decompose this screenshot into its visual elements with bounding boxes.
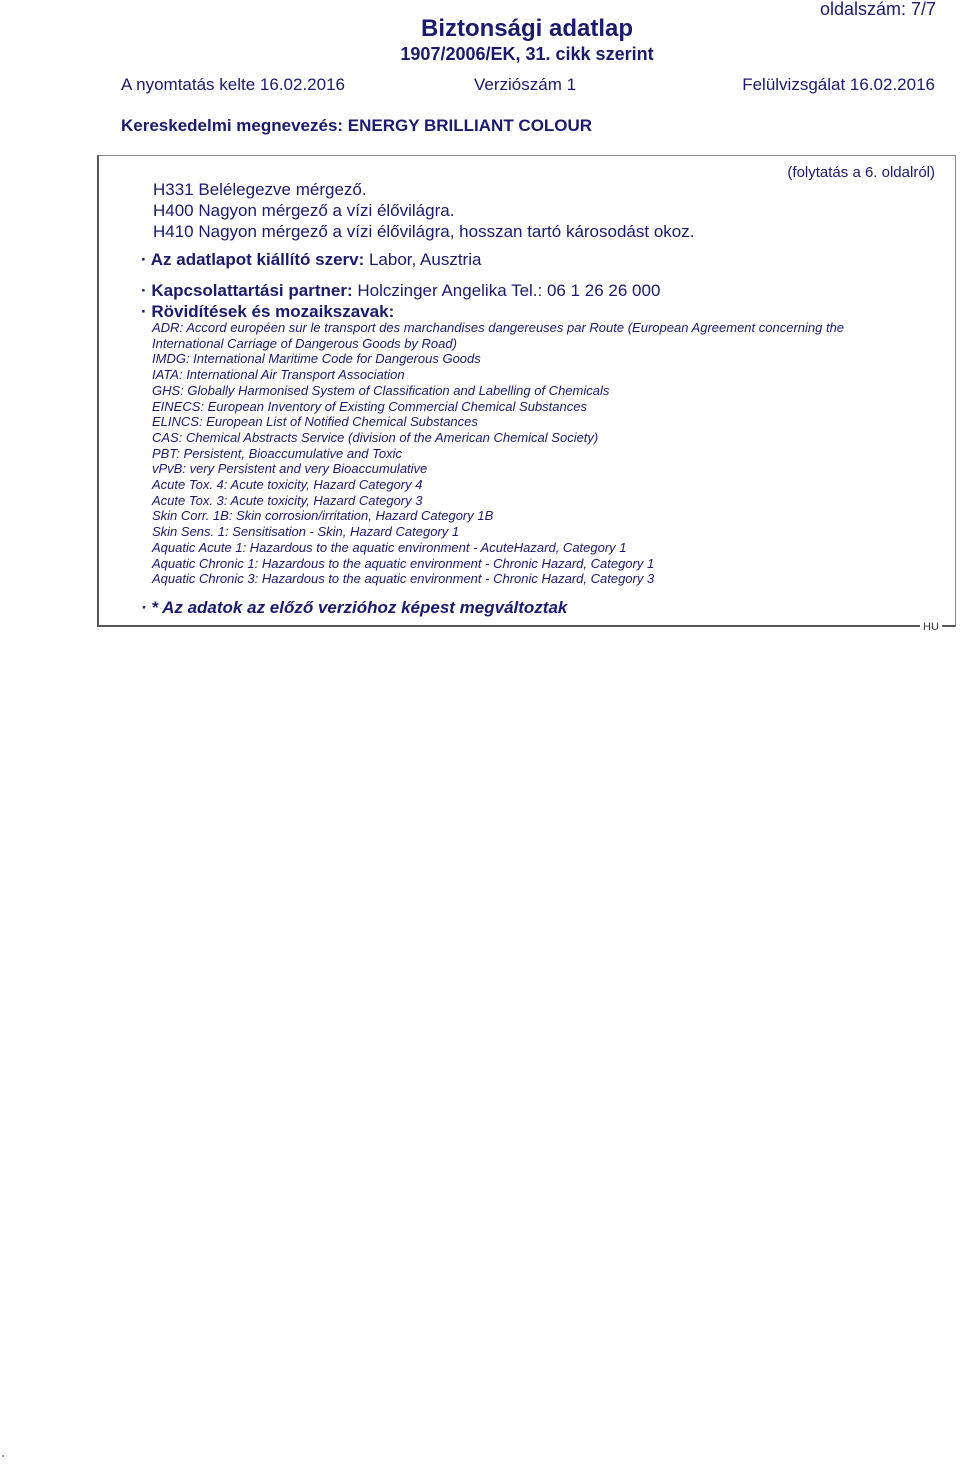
list-item: GHS: Globally Harmonised System of Classification and Labelling of Chemicals: [152, 382, 610, 398]
print-date: A nyomtatás kelte 16.02.2016: [121, 75, 345, 94]
meta-row: [121, 75, 935, 97]
document-title: Biztonsági adatlap: [420, 15, 634, 42]
contact-value: Holczinger Angelika Tel.: 06 1 26 26 000: [352, 281, 661, 300]
issuer-line: [141, 250, 481, 270]
list-item: PBT: Persistent, Bioaccumulative and Toxic: [152, 445, 403, 461]
list-item: Acute Tox. 4: Acute toxicity, Hazard Category 4: [152, 477, 423, 493]
list-item: CAS: Chemical Abstracts Service (division of the American Chemical Society): [152, 429, 599, 445]
list-item: Skin Sens. 1: Sensitisation - Skin, Hazard Category 1: [152, 524, 460, 540]
list-item: Aquatic Acute 1: Hazardous to the aquatic environment - AcuteHazard, Category 1: [152, 539, 627, 555]
list-item: EINECS: European Inventory of Existing Commercial Chemical Substances: [152, 398, 587, 414]
document-subtitle: 1907/2006/EK, 31. cikk szerint: [400, 44, 654, 64]
list-item: Aquatic Chronic 1: Hazardous to the aquatic environment - Chronic Hazard, Category 1: [152, 555, 655, 571]
hazard-statement: H410 Nagyon mérgező a vízi élővilágra, hosszan tartó károsodást okoz.: [153, 222, 695, 241]
trade-name: Kereskedelmi megnevezés: ENERGY BRILLIANT COLOUR: [121, 116, 593, 135]
contact-line: [141, 281, 660, 301]
abbreviations-list: [152, 320, 942, 587]
list-item: ELINCS: European List of Notified Chemical Substances: [152, 414, 478, 430]
revision-date: Felülvizsgálat 16.02.2016: [742, 75, 935, 94]
list-item: IATA: International Air Transport Association: [152, 367, 405, 383]
language-code: HU: [920, 620, 942, 634]
list-item: ADR: Accord européen sur le transport des marchandises dangereuses par Route (European Agreement concerning the: [152, 320, 845, 335]
list-item: International Carriage of Dangerous Goods by Road): [152, 335, 457, 351]
list-item: Acute Tox. 3: Acute toxicity, Hazard Category 3: [152, 492, 423, 508]
list-item: IMDG: International Maritime Code for Dangerous Goods: [152, 351, 481, 367]
continuation-note: (folytatás a 6. oldalról): [787, 164, 935, 181]
page-number: oldalszám: 7/7: [819, 0, 936, 19]
hazard-statement: H331 Belélegezve mérgező.: [153, 180, 367, 199]
list-item: Skin Corr. 1B: Skin corrosion/irritation, Hazard Category 1B: [152, 508, 494, 524]
issuer-value: Labor, Ausztria: [364, 250, 482, 269]
list-item: Aquatic Chronic 3: Hazardous to the aquatic environment - Chronic Hazard, Category 3: [152, 571, 655, 587]
changed-data-note: · * Az adatok az előző verzióhoz képest megváltoztak: [141, 598, 568, 617]
contact-label: · Kapcsolattartási partner:: [141, 281, 353, 300]
list-item: vPvB: very Persistent and very Bioaccumulative: [152, 461, 428, 477]
scan-artifact-dot: [2, 1455, 4, 1457]
issuer-label: · Az adatlapot kiállító szerv:: [141, 250, 365, 269]
version-number: Verziószám 1: [474, 75, 577, 94]
hazard-statement: H400 Nagyon mérgező a vízi élővilágra.: [153, 201, 455, 220]
abbreviations-heading: · Rövidítések és mozaikszavak:: [141, 302, 395, 321]
